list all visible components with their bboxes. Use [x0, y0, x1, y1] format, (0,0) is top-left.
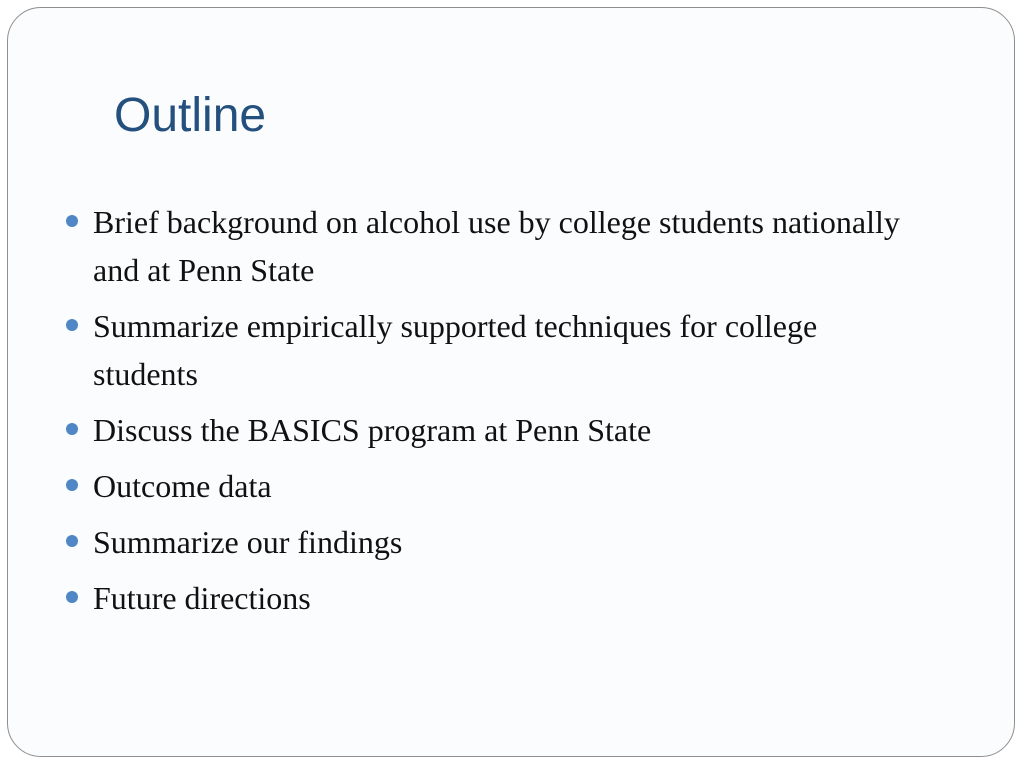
bullet-list [8, 198, 1008, 630]
bullet-dot-icon [66, 535, 78, 547]
slide [7, 7, 1015, 757]
slide-title: Outline [114, 89, 267, 142]
bullet-text: Future directions [93, 580, 311, 616]
bullet-dot-icon [66, 591, 78, 603]
bullet-text: Outcome data [93, 468, 272, 504]
bullet-item [8, 406, 1008, 454]
bullet-text: Discuss the BASICS program at Penn State [93, 412, 652, 448]
bullet-dot-icon [66, 423, 78, 435]
bullet-dot-icon [66, 319, 78, 331]
bullet-item [8, 198, 1008, 294]
bullet-dot-icon [66, 215, 78, 227]
bullet-item [8, 518, 1008, 566]
bullet-item [8, 462, 1008, 510]
bullet-text: Summarize empirically supported techniques for college students [93, 308, 818, 392]
bullet-item [8, 574, 1008, 622]
bullet-text: Summarize our findings [93, 524, 403, 560]
bullet-text: Brief background on alcohol use by college students nationally and at Penn State [93, 204, 900, 288]
bullet-dot-icon [66, 479, 78, 491]
bullet-item [8, 302, 1008, 398]
